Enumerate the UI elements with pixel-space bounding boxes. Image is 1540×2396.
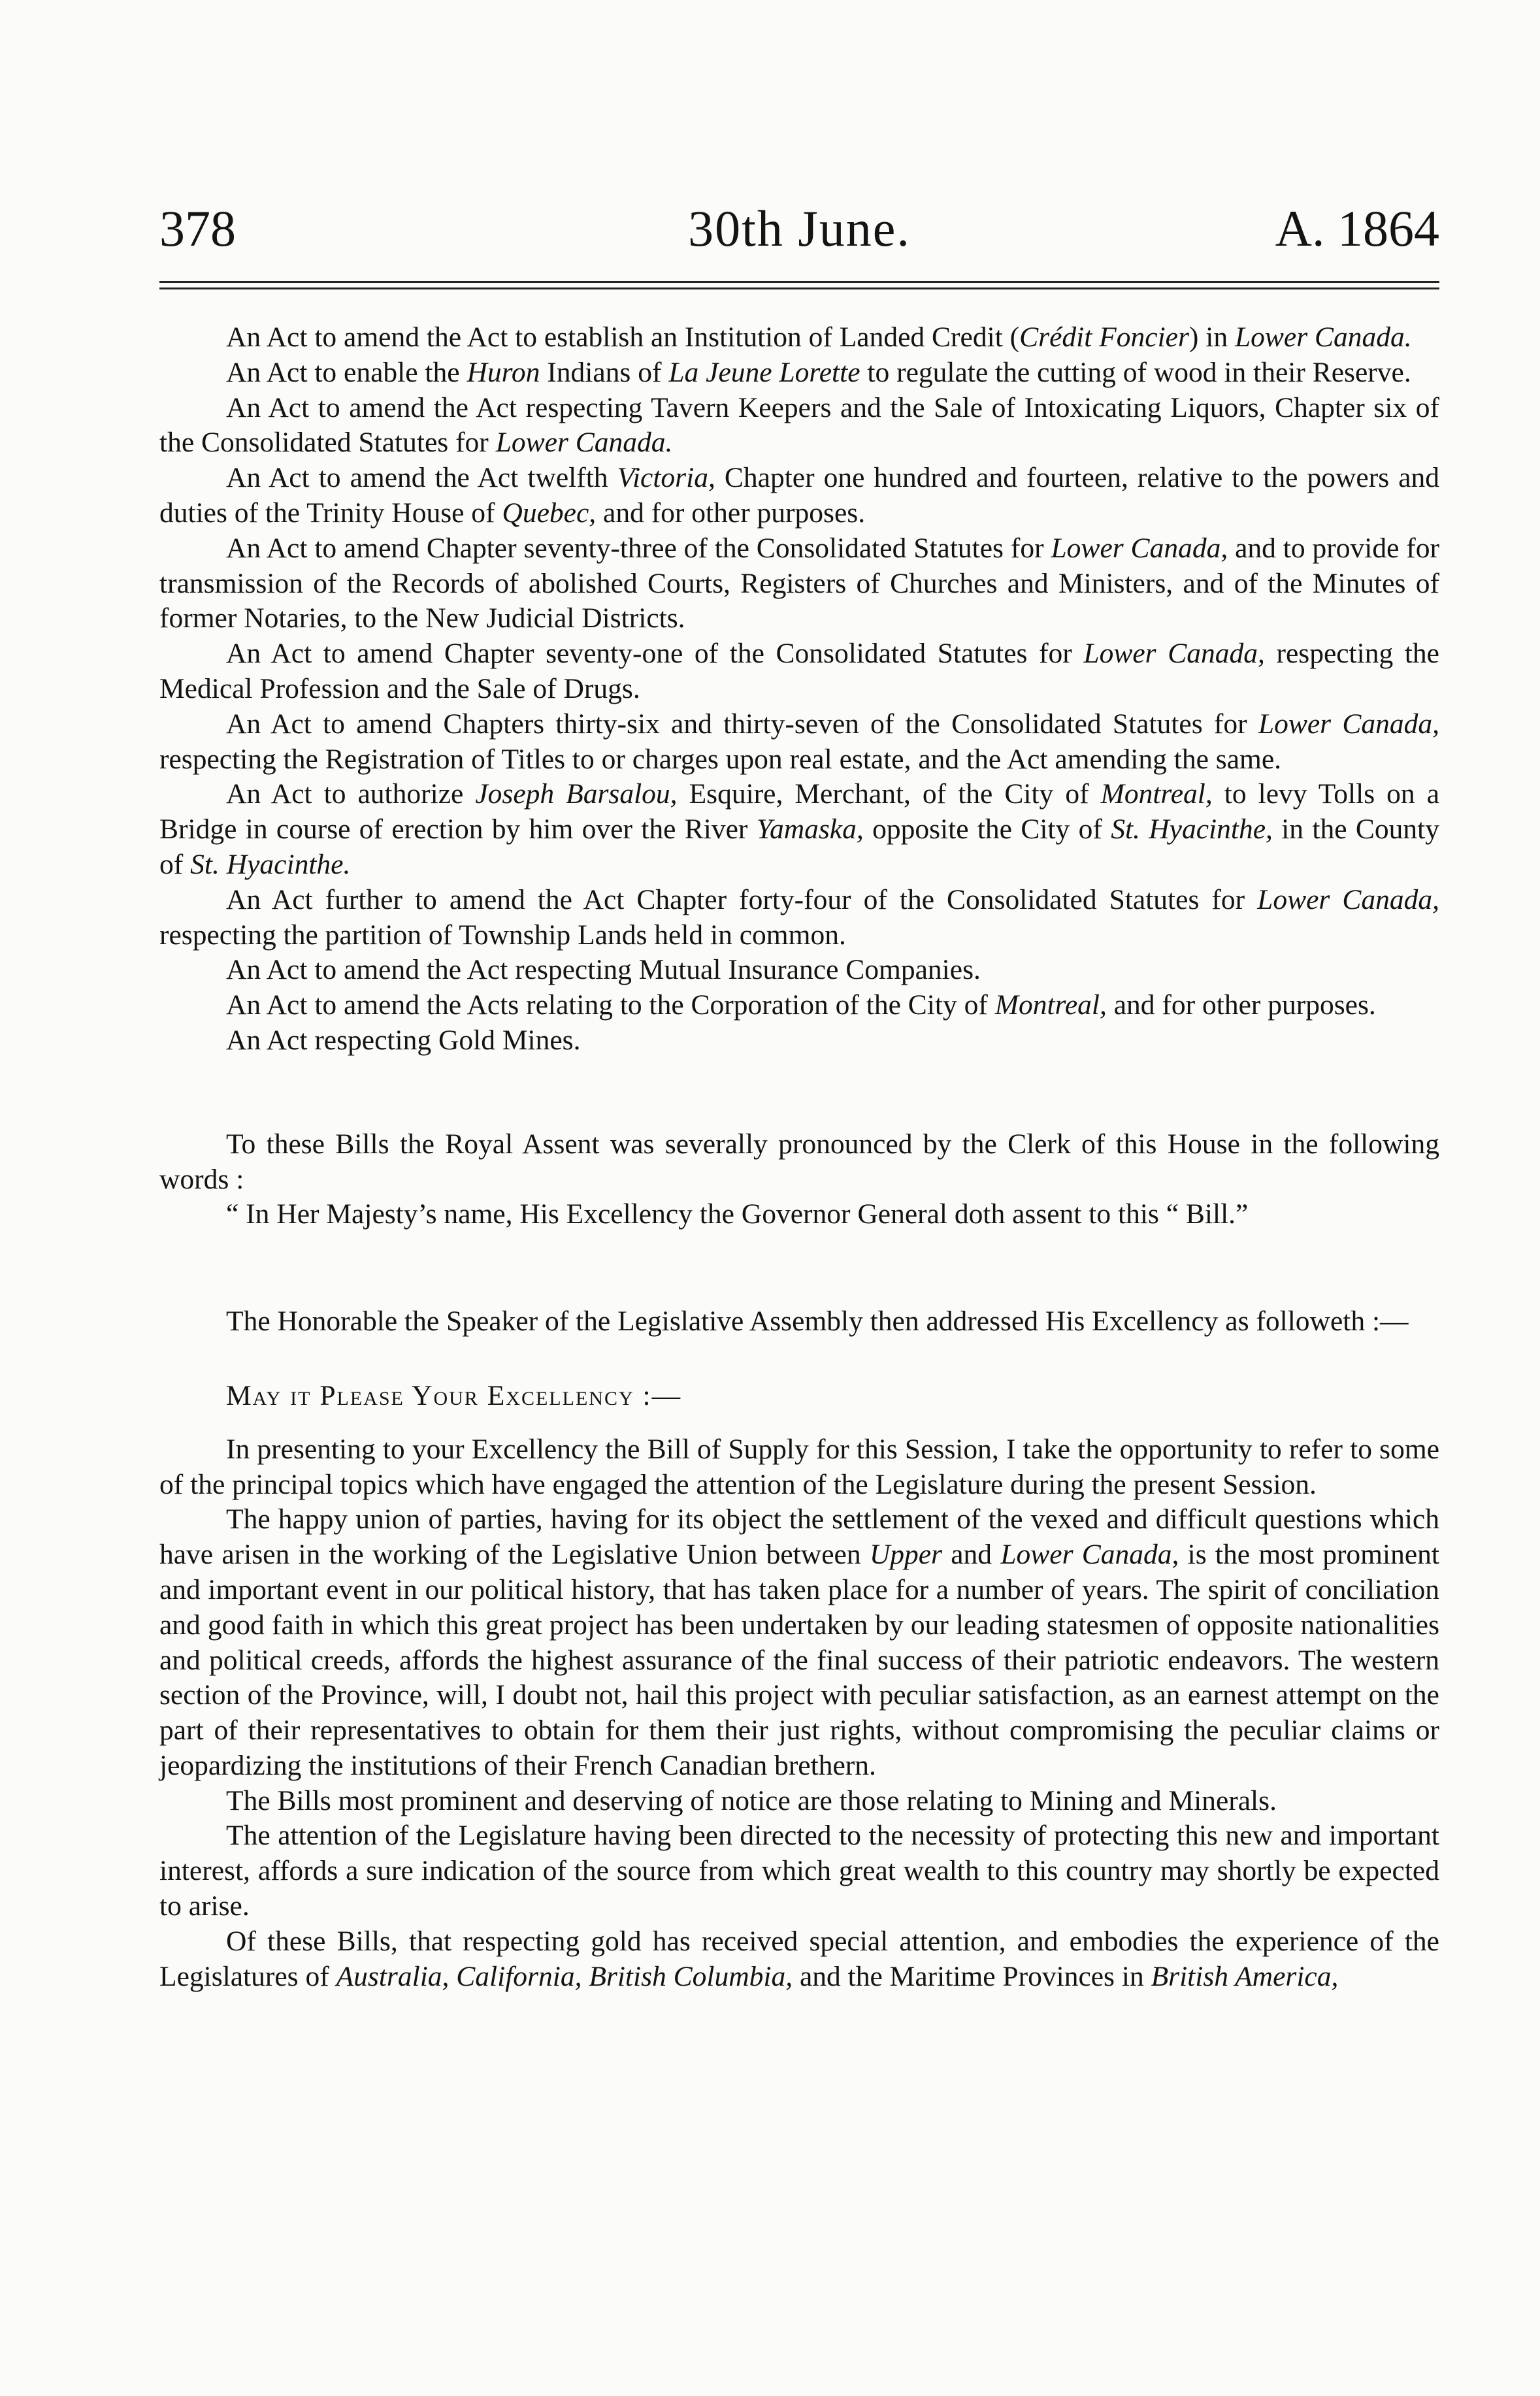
italic-text: Upper [869,1539,942,1571]
header-rule-bottom [159,287,1439,289]
italic-text: Joseph Barsalou, [475,778,678,810]
italic-text: Crédit Foncier [1019,321,1189,353]
act-item: An Act to amend the Act respecting Mutual Insurance Companies. [226,954,981,986]
page-body [159,320,1439,1994]
spacer [159,1414,1439,1432]
act-item: An Act to amend the Act respecting Tavern Keepers and the Sale of Intoxicating Liquors, Chapter six of the Consolidated Statutes for Lower Canada. [159,391,1439,459]
act-item: An Act to amend Chapter seventy-one of the Consolidated Statutes for Lower Canada, respecting the Medical Profession and the Sale of Drugs. [159,638,1439,704]
header-rule-top [159,281,1439,283]
italic-text: Huron [467,356,540,388]
italic-text: Australia, California, British Columbia, [336,1960,793,1992]
act-item: An Act to amend the Act twelfth Victoria, Chapter one hundred and fourteen, relative to the powers and duties of the Trinity House of Quebec, and for other purposes. [159,462,1440,529]
address-paragraph: The attention of the Legislature having been directed to the necessity of protecting this new and important interest, affords a sure indication of the source from which great wealth to this country may shortly be expected to arise. [159,1820,1439,1922]
page-date: 30th June. [688,200,911,257]
italic-text: Montreal, [994,989,1107,1021]
speaker-intro: The Honorable the Speaker of the Legislative Assembly then addressed His Excellency as followeth :— [226,1305,1409,1337]
page-number: 378 [159,200,236,257]
italic-text: St. Hyacinthe. [190,848,351,880]
italic-text: Lower Canada, [1051,532,1228,564]
act-item: An Act to enable the Huron Indians of La Jeune Lorette to regulate the cutting of wood in their Reserve. [226,356,1411,388]
act-item: An Act to amend Chapters thirty-six and thirty-seven of the Consolidated Statutes for Lower Canada, respecting the Registration of Titles to or charges upon real estate, and the Act amending the same. [159,708,1440,775]
italic-text: Montreal, [1100,778,1213,810]
italic-text: Lower Canada. [1234,321,1412,353]
assent-words: “ In Her Majesty’s name, His Excellency the Governor General doth assent to this “ Bill.” [226,1198,1249,1230]
italic-text: La Jeune Lorette [668,356,860,388]
italic-text: St. Hyacinthe, [1111,813,1273,845]
salutation: May it Please Your Excellency :— [226,1379,682,1411]
assent-intro: To these Bills the Royal Assent was severally pronounced by the Clerk of this House in the following words : [159,1128,1439,1195]
address-paragraph: Of these Bills, that respecting gold has received special attention, and embodies the experience of the Legislatures of Australia, California, British Columbia, and the Maritime Provinces in British America, [159,1925,1439,1992]
address-paragraph: The Bills most prominent and deserving of notice are those relating to Mining and Minerals. [226,1784,1277,1816]
act-item: An Act to authorize Joseph Barsalou, Esquire, Merchant, of the City of Montreal, to levy Tolls on a Bridge in course of erection by him over the River Yamaska, opposite the City of St. Hyacinthe, in the County of St. Hyacinthe. [159,778,1440,880]
spacer [159,1232,1439,1304]
page-header [159,196,1439,274]
spacer [159,1059,1439,1127]
address-paragraph: In presenting to your Excellency the Bill of Supply for this Session, I take the opportunity to refer to some of the principal topics which have engaged the attention of the Legislature during the present Session. [159,1433,1439,1500]
italic-text: Lower Canada. [495,427,673,459]
italic-text: Victoria, [617,462,715,494]
spacer [159,1339,1439,1379]
italic-text: Lower Canada, [1257,883,1439,915]
italic-text: Quebec, [502,497,597,529]
italic-text: Lower Canada, [1000,1539,1179,1571]
acts-list [159,320,1439,1059]
italic-text: British America, [1151,1960,1339,1992]
address-paragraphs [159,1432,1439,1995]
act-item: An Act to amend the Act to establish an Institution of Landed Credit (Crédit Foncier) in Lower Canada. [226,321,1412,353]
act-item: An Act respecting Gold Mines. [226,1024,581,1056]
italic-text: Lower Canada, [1258,708,1440,740]
act-item: An Act to amend the Acts relating to the Corporation of the City of Montreal, and for other purposes. [226,989,1376,1021]
address-paragraph: The happy union of parties, having for its object the settlement of the vexed and difficult questions which have arisen in the working of the Legislative Union between Upper and Lower Canada, is the most prominent and important event in our political history, that has taken place for a number of years. The spirit of conciliation and good faith in which this great project has been undertaken by our leading statesmen of opposite nationalities and political creeds, affords the highest assurance of the final success of their patriotic endeavors. The western section of the Province, will, I doubt not, hail this project with peculiar satisfaction, as an earnest attempt on the part of their representatives to obtain for them their just rights, without compromising the peculiar claims or jeopardizing the institutions of their French Canadian brethern. [159,1503,1439,1781]
act-item: An Act further to amend the Act Chapter forty-four of the Consolidated Statutes for Lower Canada, respecting the partition of Township Lands held in common. [159,883,1439,951]
act-item: An Act to amend Chapter seventy-three of the Consolidated Statutes for Lower Canada, and to provide for transmission of the Records of abolished Courts, Registers of Churches and Ministers, and of the Minutes of former Notaries, to the New Judicial Districts. [159,532,1439,634]
italic-text: Lower Canada, [1083,638,1265,670]
italic-text: Yamaska, [756,813,864,845]
page-year: A. 1864 [1275,200,1439,257]
